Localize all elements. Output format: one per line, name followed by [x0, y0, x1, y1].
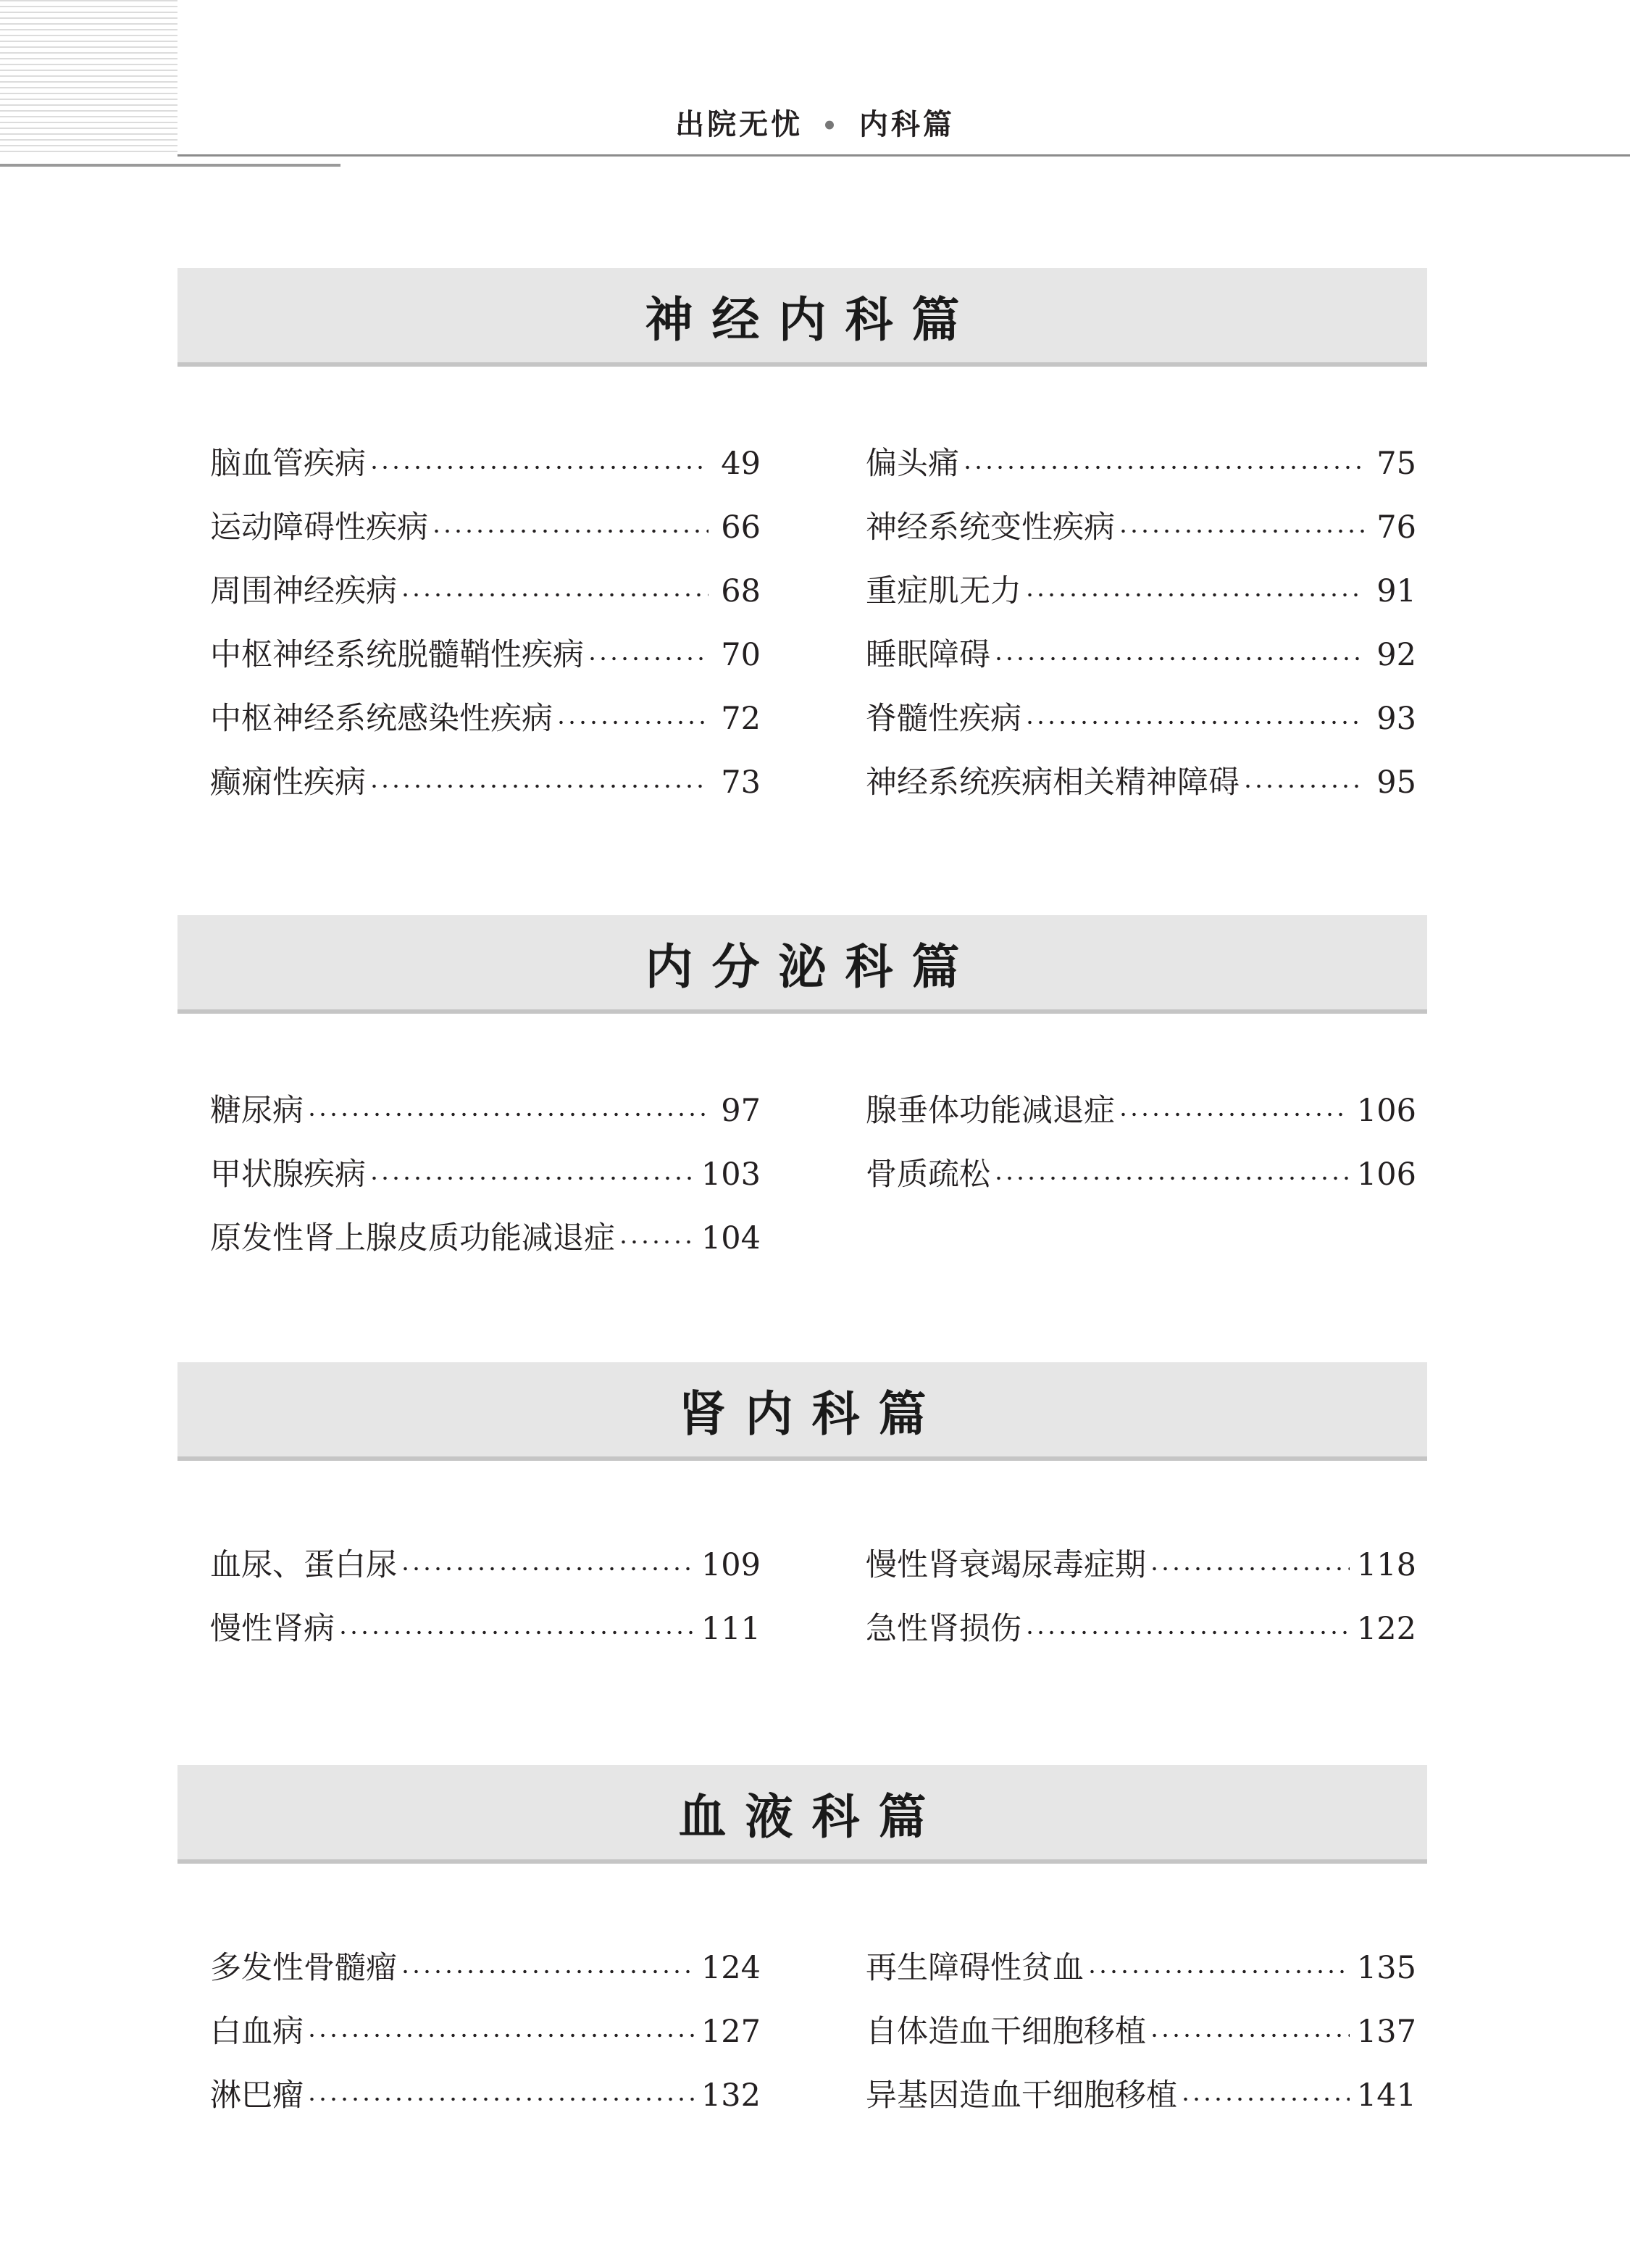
- toc-entry-title: 白血病: [210, 2013, 304, 2050]
- toc-entry-page: 75: [1376, 445, 1416, 482]
- toc-entry-page: 127: [701, 2013, 761, 2050]
- toc-entry[interactable]: [210, 1206, 761, 1270]
- dot-leader: [1087, 1969, 1350, 1975]
- dot-leader: [400, 592, 709, 598]
- toc-entry-page: 73: [721, 764, 761, 801]
- toc-column-right: [866, 1079, 1416, 1270]
- toc-column-right: [866, 432, 1416, 814]
- dot-leader: [369, 1175, 694, 1181]
- dot-leader: [993, 1175, 1350, 1181]
- dot-leader: [369, 783, 709, 789]
- section-hematology: [177, 1765, 1427, 2127]
- dot-leader: [306, 2033, 694, 2038]
- book-title: 出院无忧: [675, 108, 803, 141]
- dot-leader: [993, 656, 1364, 662]
- toc-entry-page: 76: [1376, 509, 1416, 546]
- toc-entry-page: 103: [701, 1156, 761, 1193]
- toc-entry-title: 神经系统疾病相关精神障碍: [866, 764, 1240, 801]
- toc-entry[interactable]: [210, 2000, 761, 2064]
- toc-entry-page: 95: [1376, 764, 1416, 801]
- toc-entry-title: 重症肌无力: [866, 572, 1021, 609]
- toc-entry[interactable]: [210, 1143, 761, 1206]
- dot-leader: [338, 1630, 694, 1635]
- toc-entry-title: 癫痫性疾病: [210, 764, 366, 801]
- dot-leader: [400, 1969, 694, 1975]
- toc-entry-page: 122: [1356, 1610, 1416, 1647]
- toc-entries: [177, 1079, 1427, 1270]
- toc-column-left: [210, 1533, 761, 1661]
- dot-leader: [1118, 1112, 1350, 1117]
- toc-entry[interactable]: [866, 2064, 1416, 2127]
- toc-entry-title: 中枢神经系统感染性疾病: [210, 700, 553, 737]
- toc-entries: [177, 1533, 1427, 1661]
- toc-entry[interactable]: [866, 1143, 1416, 1206]
- toc-entry-title: 自体造血干细胞移植: [866, 2013, 1146, 2050]
- toc-entry-title: 甲状腺疾病: [210, 1156, 366, 1193]
- toc-entry-page: 91: [1376, 572, 1416, 609]
- toc-entry[interactable]: [866, 623, 1416, 687]
- toc-entry[interactable]: [210, 2064, 761, 2127]
- dot-leader: [1024, 720, 1364, 725]
- section-neurology: [177, 268, 1427, 814]
- dot-leader: [1149, 2033, 1350, 2038]
- section-title: 神经内科篇: [645, 291, 979, 348]
- toc-entry-page: 135: [1356, 1949, 1416, 1986]
- toc-column-left: [210, 1079, 761, 1270]
- dot-leader: [400, 1566, 694, 1572]
- toc-entry-title: 慢性肾衰竭尿毒症期: [866, 1546, 1146, 1583]
- toc-entry-title: 周围神经疾病: [210, 572, 397, 609]
- toc-entry-page: 118: [1356, 1546, 1416, 1583]
- toc-entry-title: 脊髓性疾病: [866, 700, 1021, 737]
- toc-column-right: [866, 1533, 1416, 1661]
- toc-entry-title: 急性肾损伤: [866, 1610, 1021, 1647]
- section-banner: [177, 1765, 1427, 1864]
- toc-entry-page: 111: [701, 1610, 761, 1647]
- toc-entry-title: 慢性肾病: [210, 1610, 335, 1647]
- toc-entry[interactable]: [210, 432, 761, 496]
- toc-entry[interactable]: [866, 496, 1416, 559]
- dot-leader: [1118, 528, 1364, 534]
- toc-entry-title: 再生障碍性贫血: [866, 1949, 1084, 1986]
- running-head: [0, 101, 1630, 143]
- toc-entry-page: 49: [721, 445, 761, 482]
- toc-entry[interactable]: [210, 1079, 761, 1143]
- toc-entry[interactable]: [866, 559, 1416, 623]
- toc-entry-page: 92: [1376, 636, 1416, 673]
- header-rule-accent: [0, 164, 340, 167]
- toc-entry-page: 70: [721, 636, 761, 673]
- toc-entry-page: 141: [1356, 2077, 1416, 2114]
- section-banner: [177, 915, 1427, 1014]
- toc-entry[interactable]: [210, 1533, 761, 1597]
- dot-leader: [618, 1239, 694, 1245]
- toc-entry-title: 血尿、蛋白尿: [210, 1546, 397, 1583]
- dot-leader: [369, 464, 709, 470]
- toc-entries: [177, 1936, 1427, 2127]
- toc-entry-page: 104: [701, 1220, 761, 1256]
- toc-entry-title: 偏头痛: [866, 445, 959, 482]
- dot-leader: [587, 656, 709, 662]
- dot-leader: [1024, 1630, 1350, 1635]
- dot-leader: [962, 464, 1364, 470]
- toc-entry-page: 66: [721, 509, 761, 546]
- header-rule: [177, 154, 1630, 157]
- toc-entry[interactable]: [210, 496, 761, 559]
- toc-entry-title: 脑血管疾病: [210, 445, 366, 482]
- section-endocrinology: [177, 915, 1427, 1270]
- toc-entry[interactable]: [210, 1936, 761, 2000]
- toc-entry[interactable]: [866, 1533, 1416, 1597]
- toc-entry-title: 原发性肾上腺皮质功能减退症: [210, 1220, 615, 1256]
- section-title: 内分泌科篇: [645, 938, 979, 995]
- toc-entry[interactable]: [866, 687, 1416, 751]
- toc-entry-page: 124: [701, 1949, 761, 1986]
- section-title: 血液科篇: [678, 1788, 945, 1845]
- part-title: 内科篇: [858, 108, 955, 141]
- toc-entry-page: 97: [721, 1092, 761, 1129]
- toc-entry[interactable]: [866, 2000, 1416, 2064]
- toc-entry-page: 137: [1356, 2013, 1416, 2050]
- dot-leader: [431, 528, 709, 534]
- dot-leader: [556, 720, 709, 725]
- section-banner: [177, 1362, 1427, 1461]
- toc-entry-page: 106: [1356, 1156, 1416, 1193]
- toc-entry-page: 68: [721, 572, 761, 609]
- toc-entry[interactable]: [866, 1079, 1416, 1143]
- toc-entry-page: 109: [701, 1546, 761, 1583]
- section-banner: [177, 268, 1427, 367]
- toc-entry-title: 多发性骨髓瘤: [210, 1949, 397, 1986]
- toc-entry-title: 运动障碍性疾病: [210, 509, 428, 546]
- toc-entry-page: 93: [1376, 700, 1416, 737]
- toc-entry[interactable]: [210, 559, 761, 623]
- dot-leader: [306, 2096, 694, 2102]
- toc-entry[interactable]: [210, 687, 761, 751]
- toc-entry-title: 睡眠障碍: [866, 636, 990, 673]
- section-nephrology: [177, 1362, 1427, 1661]
- toc-entry-title: 神经系统变性疾病: [866, 509, 1115, 546]
- dot-leader: [1180, 2096, 1350, 2102]
- toc-column-right: [866, 1936, 1416, 2127]
- toc-entry-title: 中枢神经系统脱髓鞘性疾病: [210, 636, 584, 673]
- toc-entry[interactable]: [866, 751, 1416, 814]
- toc-entry-title: 骨质疏松: [866, 1156, 990, 1193]
- toc-entry-page: 72: [721, 700, 761, 737]
- toc-column-left: [210, 1936, 761, 2127]
- toc-entry-title: 异基因造血干细胞移植: [866, 2077, 1177, 2114]
- dot-leader: [1242, 783, 1364, 789]
- toc-entry[interactable]: [866, 1597, 1416, 1661]
- toc-entry-title: 糖尿病: [210, 1092, 304, 1129]
- dot-leader: [1149, 1566, 1350, 1572]
- toc-entry[interactable]: [210, 1597, 761, 1661]
- separator-dot: •: [822, 112, 840, 141]
- toc-entry[interactable]: [210, 623, 761, 687]
- toc-entry-title: 腺垂体功能减退症: [866, 1092, 1115, 1129]
- toc-entries: [177, 432, 1427, 814]
- toc-entry[interactable]: [866, 432, 1416, 496]
- toc-entry-page: 106: [1356, 1092, 1416, 1129]
- toc-entry-page: 132: [701, 2077, 761, 2114]
- toc-entry[interactable]: [210, 751, 761, 814]
- dot-leader: [306, 1112, 709, 1117]
- dot-leader: [1024, 592, 1364, 598]
- section-title: 肾内科篇: [678, 1385, 945, 1442]
- toc-entry-title: 淋巴瘤: [210, 2077, 304, 2114]
- toc-entry[interactable]: [866, 1936, 1416, 2000]
- toc-column-left: [210, 432, 761, 814]
